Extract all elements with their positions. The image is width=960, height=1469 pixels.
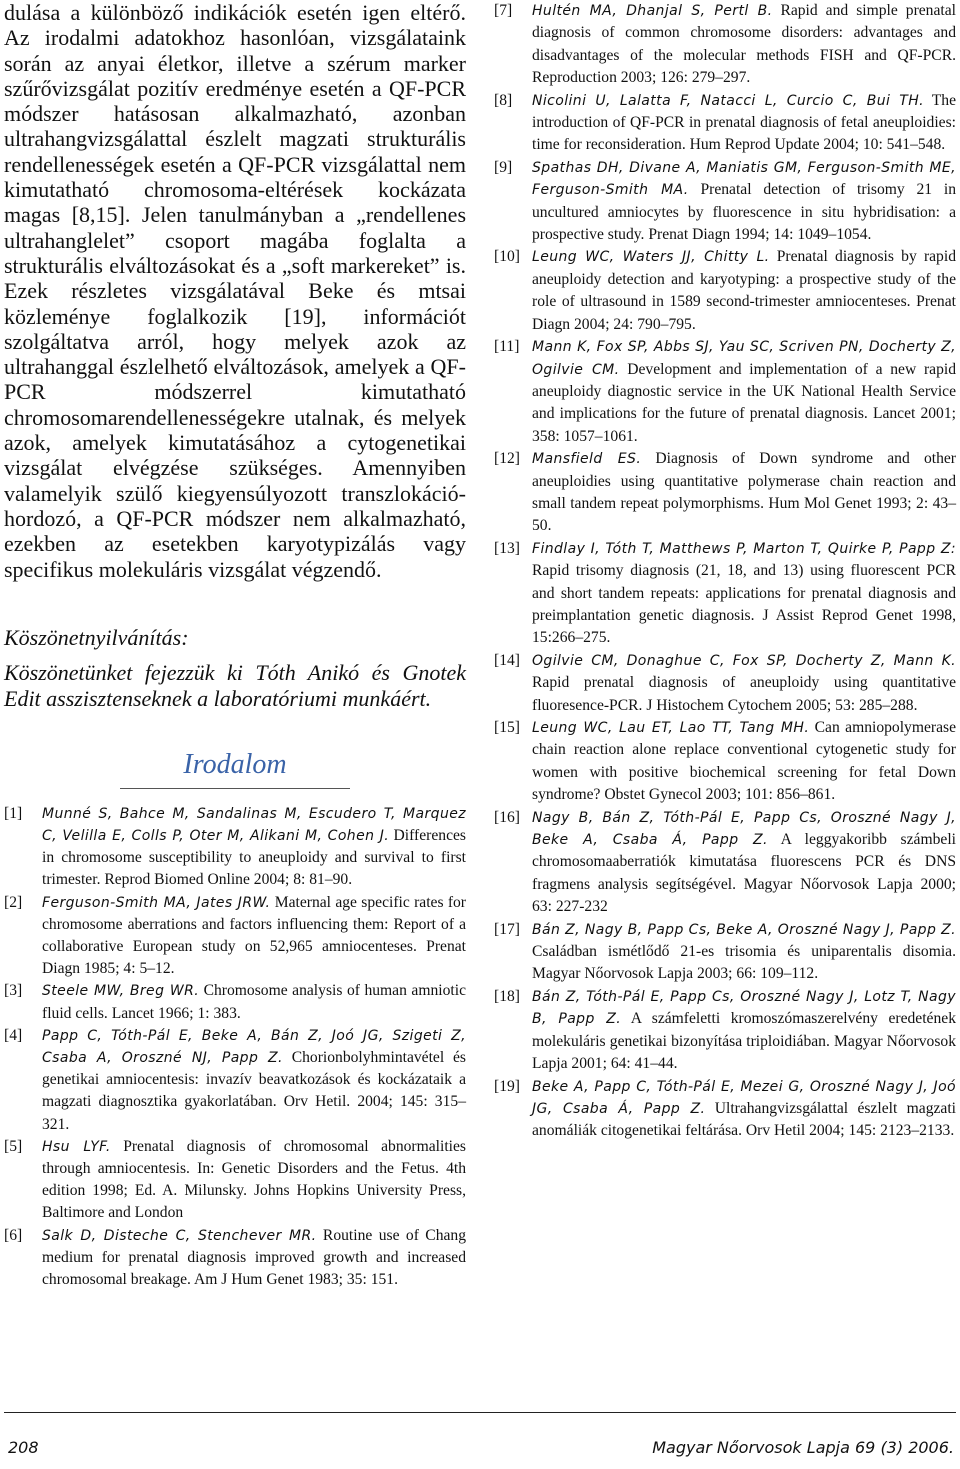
reference-authors: Findlay I, Tóth T, Matthews P, Marton T, Quirke P, Papp Z: [532,540,956,557]
reference-text: Prenatal diagnosis of chromosomal abnormalities through amniocentesis. In: Genetic Disorders and the Fetus. 4th edition 1998; Ed. A. Milunsky. Johns Hopkins University Press, Baltimore and London [42,1137,466,1222]
reference-text: Routine use of Chang medium for prenatal diagnosis improved growth and increased chromosomal breakage. Am J Hum Genet 1983; 35: 151. [42,1226,466,1289]
reference-number: [4] [4,1026,23,1044]
reference-number: [1] [4,804,23,822]
reference-list-left [4,803,466,1291]
reference-text: Chorionbolyhmintavétel és genetikai amniocentesis: invazív beavatkozások és kockázataik a magzati diagnosztika gyakorlatában. Orv Hetil. 2004; 145: 315–321. [42,1049,466,1133]
reference-authors: Spathas DH, Divane A, Maniatis GM, Ferguson-Smith ME, Ferguson-Smith MA. [532,159,956,199]
reference-authors: Leung WC, Lau ET, Lao TT, Tang MH. [532,720,810,736]
reference-number: [13] [494,539,520,557]
reference-authors: Salk D, Disteche C, Stenchever MR. [42,1227,317,1244]
reference-number: [3] [4,982,23,1000]
reference-text: Családban ismétlődő 21-es trisomia és uniparentalis disomia. Magyar Nőorvosok Lapja 2003; 66: 109–112. [532,943,956,983]
reference-text: A számfeletti kromoszómaszerelvény eredetének molekuláris genetikai bizonyítása triploidiában. Magyar Nőorvosok Lapja 2001; 64: 41–44. [532,1010,956,1073]
reference-item [4,892,466,981]
reference-number: [12] [494,450,520,468]
reference-number: [8] [494,91,513,109]
reference-item [494,986,956,1076]
reference-number: [18] [494,987,520,1005]
reference-number: [7] [494,2,513,19]
reference-authors: Nicolini U, Lalatta F, Natacci L, Curcio C, Bui TH. [532,92,924,109]
page-number: 208 [8,1438,39,1457]
reference-number: [2] [4,893,23,911]
acknowledgement-title: Köszönetnyilvánítás: [4,624,189,650]
left-column [4,0,466,1291]
reference-item [494,157,956,247]
reference-authors: Beke A, Papp C, Tóth-Pál E, Mezei G, Oroszné Nagy J, Joó JG, Csaba Á, Papp Z. [532,1078,956,1117]
reference-authors: Ogilvie CM, Donaghue C, Fox SP, Docherty Z, Mann K. [532,652,956,669]
journal-citation: Magyar Nőorvosok Lapja 69 (3) 2006. [652,1438,954,1457]
acknowledgement-text: Köszönetünket fejezzük ki Tóth Anikó és Gnotek Edit asszisztenseknek a laboratóriumi munkáért. [4,659,466,711]
reference-item [494,246,956,336]
reference-authors: Mansfield ES. [532,451,642,468]
reference-item [494,717,956,807]
reference-item [494,90,956,157]
references-heading [4,748,466,789]
reference-number: [19] [494,1077,520,1095]
reference-number: [9] [494,158,513,176]
reference-text: A leggyakoribb számbeli chromosomaaberratiók kimutatása fluorescens PCR és DNS fragmens analysis segítségével. Magyar Nőorvosok Lapja 2000; 63: 227-232 [532,831,956,916]
reference-number: [11] [494,338,520,356]
reference-number: [15] [494,719,520,736]
reference-authors: Papp C, Tóth-Pál E, Beke A, Bán Z, Joó JG, Szigeti Z, Csaba A, Oroszné NJ, Papp Z. [42,1027,466,1067]
reference-number: [17] [494,920,520,938]
reference-authors: Steele MW, Breg WR. [42,983,200,1000]
reference-authors: Hsu LYF. [42,1138,111,1155]
reference-text: Rapid prenatal diagnosis of aneuploidy using quantitative fluoresence-PCR. J Histochem Cytochem 2005; 53: 285–288. [532,674,956,714]
reference-item [4,1136,466,1225]
reference-item [494,650,956,717]
reference-item [494,919,956,986]
reference-authors: Ferguson-Smith MA, Jates JRW. [42,894,271,911]
reference-text: Diagnosis of Down syndrome and other aneuploidies using quantitative polymerase chain reaction and small tandem repeat polymorphisms. Hum Mol Genet 1993; 2: 43–50. [532,450,956,535]
reference-authors: Leung WC, Waters JJ, Chitty L. [532,249,770,266]
reference-authors: Nagy B, Bán Z, Tóth-Pál E, Papp Cs, Oroszné Nagy J, Beke A, Csaba Á, Papp Z. [532,809,956,849]
references-title-rule [120,788,350,789]
reference-item [4,1225,466,1292]
reference-item [494,1076,956,1143]
body-paragraph: dulása a különböző indikációk esetén igen eltérő. Az irodalmi adatokhoz hasonlóan, vizsgálataink során az anyai életkor, illetve a szérum marker szűrővizsgálat pozitív eredménye esetén a QF-PCR módszer hatásosan alkalmazható, azonban ultrahangvizsgálattal észlelt magzati strukturális rendellenességek esetén a QF-PCR vizsgálattal nem kimutatható chromosoma-eltérések kockázata magas [8,15]. Jelen tanulmányban a „rendellenes ultrahanglelet” csoport magába foglalta a strukturális elváltozásokat és a „soft markereket” is. Ezek részletes vizsgálatával Beke és mtsai közleménye foglalkozik [19], információt szolgáltatva arról, hogy melyek azok az ultrahanggal észlelhető elváltozások, amelyek a QF-PCR módszerrel kimutatható chromosomarendellenességekre utalnak, és melyek azok, amelyek kimutatásához a cytogenetikai vizsgálat elvégzése szükséges. Amennyiben valamelyik szülő kiegyensúlyozott transzlokáció-hordozó, a QF-PCR módszer nem alkalmazható, ezekben az esetekben karyotypizálás vagy specifikus molekuláris vizsgálat végzendő. [4,0,466,582]
reference-text: Differences in chromosome susceptibility to aneuploidy and survival to first trimester. Reprod Biomed Online 2004; 8: 81–90. [42,827,466,889]
reference-item [494,0,956,90]
reference-authors: Bán Z, Nagy B, Papp Cs, Beke A, Oroszné Nagy J, Papp Z. [532,921,956,938]
reference-number: [16] [494,808,520,826]
reference-item [494,538,956,650]
reference-text: Maternal age specific rates for chromosome aberrations and factors influencing them: Report of a collaborative European study on 52,965 amniocenteses. Prenat Diagn 1985; 4: 5–12. [42,893,467,978]
reference-authors: Hultén MA, Dhanjal S, Pertl B. [532,3,773,19]
reference-number: [10] [494,248,520,266]
reference-item [494,807,956,919]
reference-text: Can amniopolymerase chain reaction alone replace conventional cytogenetic study for women with positive biochemical screening for fetal Down syndrome? Obstet Gynecol 2003; 101: 856–861. [532,719,957,804]
footer-rule [4,1412,956,1413]
reference-item [494,448,956,538]
right-column [494,0,956,1143]
reference-authors: Munné S, Bahce M, Sandalinas M, Escudero T, Marquez C, Velilla E, Colls P, Oter M, Alikani M, Cohen J. [42,805,466,845]
reference-list-right [494,0,956,1143]
references-title: Irodalom [183,748,287,780]
reference-item [494,336,956,448]
reference-item [4,803,466,892]
reference-number: [6] [4,1226,23,1244]
reference-text: Rapid and simple prenatal diagnosis of common chromosome disorders: advantages and disadvantages of the molecular methods FISH and QF-PCR. Reproduction 2003; 126: 279–297. [532,2,956,87]
reference-authors: Bán Z, Tóth-Pál E, Papp Cs, Oroszné Nagy J, Lotz T, Nagy B, Papp Z. [532,988,956,1028]
reference-item [4,1025,466,1136]
reference-text: Prenatal detection of trisomy 21 in uncultured amniocytes by fluorescence in situ hybridisation: a prospective study. Prenat Diagn 1994; 14: 1049–1054. [532,181,956,244]
reference-item [4,980,466,1024]
reference-text: Prenatal diagnosis by rapid aneuploidy detection and karyotyping: a prospective study of the role of ultrasound in 1589 second-trimester amniocenteses. Prenat Diagn 2004; 24: 790–795. [532,248,956,333]
reference-authors: Mann K, Fox SP, Abbs SJ, Yau SC, Scriven PN, Docherty Z, Ogilvie CM. [532,339,956,378]
reference-number: [14] [494,651,520,669]
reference-text: Chromosome analysis of human amniotic fluid cells. Lancet 1966; 1: 383. [42,982,466,1022]
reference-text: The introduction of QF-PCR in prenatal diagnosis of fetal aneuploidies: time for reconsideration. Hum Reprod Update 2004; 10: 541–548. [532,91,956,154]
reference-text: Development and implementation of a new rapid aneuploidy diagnostic service in the UK National Health Service and implications for the future of prenatal diagnosis. Lancet 2001; 358: 1057–1061. [532,360,957,445]
reference-number: [5] [4,1137,23,1155]
reference-text: Ultrahangvizsgálattal észlelt magzati anomáliák citogenetikai feltárása. Orv Hetil 2004; 145: 2123–2133. [532,1099,956,1140]
reference-text: Rapid trisomy diagnosis (21, 18, and 13) using fluorescent PCR and short tandem repeats: applications for prenatal diagnosis and preimplantation genetic diagnosis. J Assist Reprod Genet 1998, 15:266–275. [532,562,956,647]
